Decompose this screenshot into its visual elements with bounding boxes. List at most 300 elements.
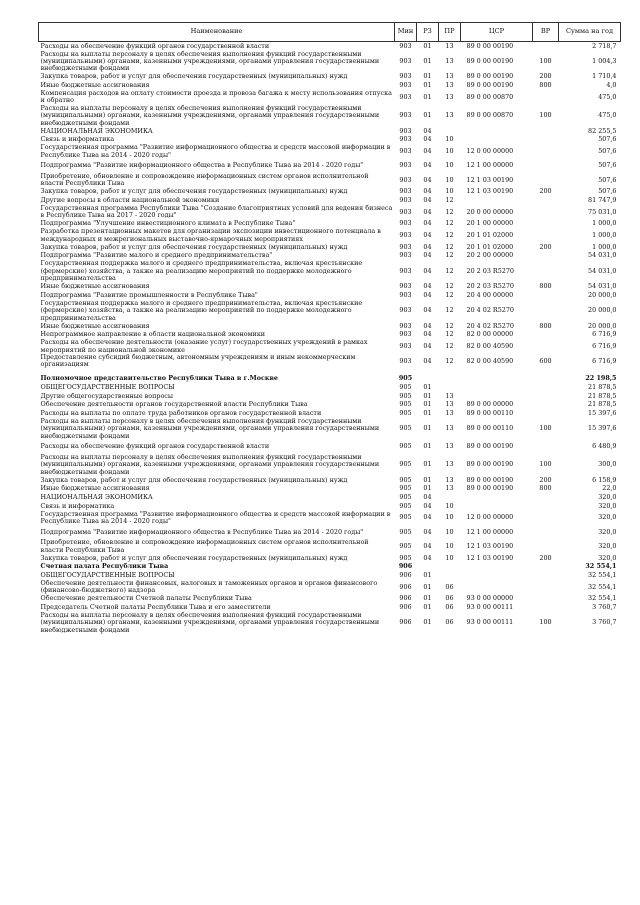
row-vr: 100 xyxy=(539,57,552,65)
row-name: Закупка товаров, работ и услуг для обеспечения государственных (муниципальных) нужд xyxy=(40,72,348,81)
row-vr xyxy=(533,595,559,604)
row-name: Иные бюджетные ассигнования xyxy=(40,321,150,330)
row-sum: 507,6 xyxy=(598,175,617,184)
row-sum: 320,0 xyxy=(598,527,617,536)
row-min: 903 xyxy=(399,175,412,184)
table-row xyxy=(39,354,621,369)
row-vr xyxy=(533,603,559,612)
row-min: 903 xyxy=(399,242,412,251)
row-name: Государственная программа "Развитие информационного общества и средств массовой информации в Республике Тыва на 2014 - 2020 годы" xyxy=(40,509,391,526)
row-rz: 01 xyxy=(423,81,432,89)
row-sum: 475,0 xyxy=(598,111,617,120)
row-csr xyxy=(461,136,533,145)
table-row xyxy=(39,511,621,526)
row-sum: 2 718,7 xyxy=(592,41,617,50)
row-pr: 13 xyxy=(445,391,454,400)
row-sum: 320,0 xyxy=(598,493,617,502)
row-name: Непрограммное направление в области национальной экономики xyxy=(40,330,266,339)
row-csr: 12 1 03 00190 xyxy=(466,187,514,196)
row-csr: 82 0 00 40590 xyxy=(466,356,514,365)
row-vr: 200 xyxy=(539,72,552,81)
table-row xyxy=(39,205,621,220)
table-row xyxy=(39,369,621,384)
row-vr: 600 xyxy=(539,356,552,365)
header-pr: ПР xyxy=(439,23,461,42)
table-row xyxy=(39,144,621,159)
row-vr: 800 xyxy=(539,321,552,330)
row-vr: 200 xyxy=(539,553,552,562)
row-rz: 01 xyxy=(423,391,432,400)
row-min: 903 xyxy=(399,41,412,50)
row-sum: 507,6 xyxy=(598,135,617,144)
table-row xyxy=(39,260,621,282)
row-csr: 12 0 00 00000 xyxy=(466,146,514,155)
row-rz: 01 xyxy=(423,484,432,493)
row-sum: 20 000,0 xyxy=(588,290,617,299)
row-pr: 13 xyxy=(445,442,454,451)
row-sum: 1 004,3 xyxy=(592,57,617,65)
row-min: 906 xyxy=(399,594,412,603)
row-min: 905 xyxy=(398,374,413,383)
row-rz: 04 xyxy=(423,242,432,251)
row-vr xyxy=(533,291,559,300)
row-min: 903 xyxy=(399,207,412,216)
row-vr xyxy=(533,369,559,384)
row-name: НАЦИОНАЛЬНАЯ ЭКОНОМИКА xyxy=(40,493,153,502)
row-csr xyxy=(461,369,533,384)
row-sum: 1 000,0 xyxy=(592,242,617,251)
row-csr: 89 0 00 00110 xyxy=(466,408,514,417)
row-sum: 22,0 xyxy=(602,484,617,493)
row-name: Государственная поддержка малого и среднего предпринимательства, включая крестьянские (фермерские) хозяйства, а также на реализацию мероприятий по поддержке молодежного предпринимательства xyxy=(40,259,363,283)
row-name: Расходы на обеспечение функций органов государственной власти xyxy=(40,41,270,50)
row-sum: 3 760,7 xyxy=(592,603,617,612)
row-vr xyxy=(533,159,559,173)
row-sum: 82 255,5 xyxy=(588,126,617,135)
row-sum: 81 747,9 xyxy=(588,196,617,205)
table-row xyxy=(39,51,621,73)
row-name: ОБЩЕГОСУДАРСТВЕННЫЕ ВОПРОСЫ xyxy=(40,383,175,392)
row-min: 906 xyxy=(399,603,412,612)
header-rz: РЗ xyxy=(417,23,439,42)
row-csr: 89 0 00 00190 xyxy=(466,475,514,484)
row-csr: 12 1 03 00190 xyxy=(466,553,514,562)
row-sum: 6 716,9 xyxy=(592,330,617,339)
row-name: Закупка товаров, работ и услуг для обеспечения государственных (муниципальных) нужд xyxy=(40,187,348,196)
row-pr: 10 xyxy=(445,146,454,155)
row-pr: 12 xyxy=(445,231,454,240)
row-sum: 1 710,4 xyxy=(592,72,617,81)
row-min: 905 xyxy=(399,460,412,469)
row-sum: 475,0 xyxy=(598,92,617,101)
row-pr: 06 xyxy=(445,594,454,603)
row-pr: 13 xyxy=(445,408,454,417)
row-rz: 04 xyxy=(423,290,432,299)
row-pr: 13 xyxy=(445,72,454,81)
row-vr xyxy=(533,252,559,261)
row-min: 903 xyxy=(399,341,412,350)
row-csr xyxy=(461,196,533,205)
row-csr xyxy=(461,127,533,136)
row-csr: 89 0 00 00190 xyxy=(466,72,514,81)
row-csr: 12 1 00 00000 xyxy=(466,161,514,170)
row-rz: 04 xyxy=(423,126,432,135)
row-pr: 12 xyxy=(445,251,454,260)
row-name: Расходы на выплаты персоналу в целях обеспечения выполнения функций государственными (муниципальными) органами, казенными учреждениями, органами управления государственными внебюджетными фондами xyxy=(40,103,380,127)
table-row xyxy=(39,580,621,595)
row-rz: 04 xyxy=(423,282,432,291)
row-rz: 04 xyxy=(423,231,432,240)
header-csr: ЦСР xyxy=(461,23,533,42)
row-rz: 04 xyxy=(423,513,432,522)
row-vr: 200 xyxy=(539,242,552,251)
row-vr xyxy=(533,392,559,401)
row-vr xyxy=(533,90,559,105)
row-name: Компенсация расходов на оплату стоимости проезда и провоза багажа к месту использования отпуска и обратно xyxy=(40,89,392,105)
row-vr xyxy=(533,525,559,539)
row-csr: 20 1 00 00000 xyxy=(466,219,514,228)
row-pr: 12 xyxy=(445,196,454,205)
row-pr: 13 xyxy=(445,460,454,469)
row-rz: 04 xyxy=(423,187,432,196)
row-sum: 15 397,6 xyxy=(588,408,617,417)
row-csr: 20 2 00 00000 xyxy=(466,251,514,260)
row-csr: 12 0 00 00000 xyxy=(466,513,514,522)
row-rz: 01 xyxy=(423,475,432,484)
row-name: Государственная программа "Развитие информационного общества и средств массовой информации в Республике Тыва на 2014 - 2020 годы" xyxy=(40,143,391,159)
row-rz: 01 xyxy=(423,603,432,612)
table-row xyxy=(39,283,621,292)
row-sum: 1 000,0 xyxy=(592,231,617,240)
row-csr: 89 0 00 00870 xyxy=(466,111,514,120)
row-pr: 13 xyxy=(445,41,454,50)
row-min: 903 xyxy=(399,251,412,260)
row-rz: 01 xyxy=(423,582,432,591)
row-pr: 10 xyxy=(445,187,454,196)
row-vr xyxy=(533,127,559,136)
row-rz: 01 xyxy=(423,41,432,50)
row-vr xyxy=(533,409,559,418)
row-vr xyxy=(533,571,559,580)
row-pr xyxy=(439,571,461,580)
row-pr: 13 xyxy=(445,92,454,101)
budget-table xyxy=(38,22,621,634)
table-header xyxy=(39,23,621,42)
header-min: Мин xyxy=(395,23,417,42)
row-vr xyxy=(533,220,559,229)
row-sum: 21 878,5 xyxy=(588,383,617,392)
row-min: 903 xyxy=(399,92,412,101)
row-vr: 100 xyxy=(539,111,552,120)
table-row xyxy=(39,612,621,634)
row-rz: 04 xyxy=(423,306,432,315)
row-sum: 54 031,0 xyxy=(588,266,617,275)
row-rz: 04 xyxy=(423,135,432,144)
row-rz: 04 xyxy=(423,356,432,365)
row-min: 903 xyxy=(399,161,412,170)
row-pr: 06 xyxy=(445,582,454,591)
row-name: Подпрограмма "Улучшение инвестиционного климата в Республике Тыва" xyxy=(40,219,296,228)
row-vr: 100 xyxy=(539,424,552,433)
row-min: 903 xyxy=(399,231,412,240)
row-pr: 13 xyxy=(445,111,454,120)
row-min: 905 xyxy=(399,513,412,522)
row-vr xyxy=(533,493,559,502)
row-vr xyxy=(533,173,559,188)
row-rz: 01 xyxy=(423,72,432,81)
row-min: 905 xyxy=(399,408,412,417)
row-vr xyxy=(533,228,559,243)
row-min: 903 xyxy=(399,72,412,81)
row-csr: 20 2 03 R5270 xyxy=(466,266,514,275)
table-row xyxy=(39,90,621,105)
row-csr: 12 1 00 00000 xyxy=(466,527,514,536)
row-min: 905 xyxy=(399,484,412,493)
row-name: Расходы на выплаты персоналу в целях обеспечения выполнения функций государственными (муниципальными) органами, казенными учреждениями, органами управления государственными внебюджетными фондами xyxy=(40,453,380,476)
row-sum: 320,0 xyxy=(598,513,617,522)
header-name: Наименование xyxy=(39,23,395,42)
row-pr: 10 xyxy=(445,175,454,184)
row-csr: 89 0 00 00190 xyxy=(466,57,514,65)
row-name: Подпрограмма "Развитие информационного общества в Республике Тыва на 2014 - 2020 годы" xyxy=(40,161,364,170)
row-min: 903 xyxy=(399,266,412,275)
row-pr: 13 xyxy=(445,81,454,89)
row-vr: 100 xyxy=(539,460,552,469)
row-csr: 82 0 00 40590 xyxy=(466,341,514,350)
row-pr: 13 xyxy=(445,424,454,433)
table-body xyxy=(39,42,621,635)
row-sum: 320,0 xyxy=(598,501,617,510)
row-name: Иные бюджетные ассигнования xyxy=(40,484,150,493)
table-row xyxy=(39,539,621,554)
row-name: Обеспечение деятельности Счетной палаты Республики Тыва xyxy=(40,594,252,603)
table-row xyxy=(39,159,621,173)
row-name: Обеспечение деятельности органов государственной власти Республики Тыва xyxy=(40,400,308,409)
row-rz: 04 xyxy=(423,266,432,275)
row-sum: 21 878,5 xyxy=(588,391,617,400)
row-min: 906 xyxy=(399,618,412,627)
row-min: 903 xyxy=(399,290,412,299)
row-csr: 93 0 00 00000 xyxy=(466,594,514,603)
row-name: Закупка товаров, работ и услуг для обеспечения государственных (муниципальных) нужд xyxy=(40,242,348,251)
row-pr: 06 xyxy=(445,603,454,612)
row-pr: 12 xyxy=(445,207,454,216)
row-csr xyxy=(461,563,533,572)
row-rz: 01 xyxy=(423,111,432,120)
row-min: 905 xyxy=(399,527,412,536)
row-min: 905 xyxy=(399,542,412,551)
row-min: 903 xyxy=(399,146,412,155)
table-row xyxy=(39,173,621,188)
row-csr xyxy=(461,580,533,595)
row-rz: 01 xyxy=(423,92,432,101)
row-vr xyxy=(533,300,559,322)
row-min: 905 xyxy=(399,400,412,409)
row-name: Государственная поддержка малого и среднего предпринимательства, включая крестьянские (фермерские) хозяйства, а также на реализацию мероприятий по поддержке молодежного предпринимательства xyxy=(40,298,363,322)
row-rz: 01 xyxy=(423,400,432,409)
table-row xyxy=(39,525,621,539)
row-pr: 12 xyxy=(445,330,454,339)
row-min: 905 xyxy=(399,501,412,510)
row-vr xyxy=(533,580,559,595)
row-rz: 01 xyxy=(423,383,432,392)
table-row xyxy=(39,127,621,136)
row-csr: 20 1 01 02000 xyxy=(466,231,514,240)
row-min: 906 xyxy=(398,562,413,571)
row-min: 903 xyxy=(399,306,412,315)
row-name: Иные бюджетные ассигнования xyxy=(40,81,150,89)
row-pr: 10 xyxy=(445,501,454,510)
row-csr: 93 0 00 00111 xyxy=(466,603,514,612)
row-name: Расходы на выплаты персоналу в целях обеспечения выполнения функций государственными (муниципальными) органами, казенными учреждениями, органами управления государственными внебюджетными фондами xyxy=(40,611,380,634)
row-rz: 01 xyxy=(423,424,432,433)
row-rz: 04 xyxy=(423,321,432,330)
row-vr xyxy=(533,339,559,354)
row-pr: 12 xyxy=(445,242,454,251)
row-csr xyxy=(461,493,533,502)
row-min: 903 xyxy=(399,57,412,65)
row-name: Председатель Счетной палаты Республики Тыва и его заместители xyxy=(40,603,271,612)
row-rz: 04 xyxy=(423,527,432,536)
row-name: Подпрограмма "Развитие промышленности в Республике Тыва" xyxy=(40,290,258,299)
row-rz: 04 xyxy=(423,196,432,205)
row-name: Расходы на обеспечение функций органов государственной власти xyxy=(40,442,270,451)
row-sum: 20 000,0 xyxy=(588,306,617,315)
row-name: Другие общегосударственные вопросы xyxy=(40,391,173,400)
row-csr: 89 0 00 00190 xyxy=(466,460,514,469)
row-rz: 01 xyxy=(423,57,432,65)
row-pr: 10 xyxy=(445,553,454,562)
row-csr: 20 4 02 R5270 xyxy=(466,306,514,315)
row-vr: 800 xyxy=(539,282,552,291)
row-rz: 01 xyxy=(423,460,432,469)
row-vr xyxy=(533,136,559,145)
row-vr xyxy=(533,205,559,220)
row-csr: 93 0 00 00111 xyxy=(466,618,514,627)
row-rz: 04 xyxy=(423,542,432,551)
row-csr: 82 0 00 00000 xyxy=(466,330,514,339)
row-rz: 01 xyxy=(423,594,432,603)
row-vr xyxy=(533,144,559,159)
row-pr: 13 xyxy=(445,475,454,484)
row-rz: 04 xyxy=(423,330,432,339)
row-name: ОБЩЕГОСУДАРСТВЕННЫЕ ВОПРОСЫ xyxy=(40,571,175,580)
row-pr: 12 xyxy=(445,306,454,315)
row-name: Разработка презентационных макетов для организации экспозиции инвестиционного потенциала в международных и межрегиональных выставочно-ярмарочных мероприятиях xyxy=(40,227,381,243)
header-vr: ВР xyxy=(533,23,559,42)
row-csr: 89 0 00 00000 xyxy=(466,400,514,409)
row-csr: 89 0 00 00190 xyxy=(466,484,514,493)
row-rz: 04 xyxy=(423,146,432,155)
row-pr: 12 xyxy=(445,282,454,291)
row-rz: 01 xyxy=(423,408,432,417)
header-sum: Сумма на год xyxy=(559,23,621,42)
row-vr xyxy=(533,260,559,282)
row-pr: 13 xyxy=(445,484,454,493)
row-rz: 04 xyxy=(423,219,432,228)
row-min: 905 xyxy=(399,475,412,484)
row-min: 905 xyxy=(399,424,412,433)
row-min: 905 xyxy=(399,493,412,502)
row-pr: 10 xyxy=(445,527,454,536)
row-sum: 507,6 xyxy=(598,146,617,155)
row-pr: 12 xyxy=(445,266,454,275)
table-row xyxy=(39,105,621,127)
row-vr: 100 xyxy=(539,618,552,627)
row-csr: 20 4 02 R5270 xyxy=(466,321,514,330)
row-pr: 13 xyxy=(445,400,454,409)
row-min: 903 xyxy=(399,330,412,339)
row-pr: 12 xyxy=(445,321,454,330)
row-csr xyxy=(461,571,533,580)
row-name: Полномочное представительство Республики Тыва в г.Москве xyxy=(40,374,278,383)
row-csr: 89 0 00 00190 xyxy=(466,81,514,89)
row-min: 903 xyxy=(399,282,412,291)
row-name: Закупка товаров, работ и услуг для обеспечения государственных (муниципальных) нужд xyxy=(40,553,348,562)
row-rz: 04 xyxy=(423,175,432,184)
row-sum: 4,0 xyxy=(606,81,617,89)
row-min: 905 xyxy=(399,442,412,451)
row-rz: 01 xyxy=(423,571,432,580)
row-vr xyxy=(533,42,559,51)
row-csr xyxy=(461,383,533,392)
row-rz: 04 xyxy=(423,341,432,350)
row-pr xyxy=(439,369,461,384)
row-min: 903 xyxy=(399,196,412,205)
row-vr xyxy=(533,563,559,572)
row-csr: 89 0 00 00190 xyxy=(466,41,514,50)
row-sum: 32 554,1 xyxy=(585,562,617,571)
row-sum: 22 198,5 xyxy=(585,374,617,383)
row-rz: 04 xyxy=(423,493,432,502)
table-row xyxy=(39,493,621,502)
row-sum: 3 760,7 xyxy=(592,618,617,627)
row-sum: 32 554,1 xyxy=(588,582,617,591)
row-sum: 6 158,9 xyxy=(592,475,617,484)
table-row xyxy=(39,383,621,392)
row-sum: 21 878,5 xyxy=(588,400,617,409)
row-name: Счетная палата Республики Тыва xyxy=(40,562,169,571)
row-name: Иные бюджетные ассигнования xyxy=(40,282,150,291)
row-min: 903 xyxy=(399,321,412,330)
row-rz: 04 xyxy=(423,251,432,260)
table-row xyxy=(39,300,621,322)
row-pr: 12 xyxy=(445,219,454,228)
row-name: Связь и информатика xyxy=(40,135,115,144)
row-pr xyxy=(439,493,461,502)
row-name: Подпрограмма "Развитие информационного общества в Республике Тыва на 2014 - 2020 годы" xyxy=(40,527,364,536)
row-pr: 10 xyxy=(445,513,454,522)
row-min: 905 xyxy=(399,391,412,400)
row-min: 903 xyxy=(399,187,412,196)
row-sum: 6 716,9 xyxy=(592,341,617,350)
row-vr xyxy=(533,440,559,454)
table-row xyxy=(39,339,621,354)
row-name: Предоставление субсидий бюджетным, автономным учреждениям и иным некоммерческим организациям xyxy=(40,353,356,369)
row-csr: 89 0 00 00110 xyxy=(466,424,514,433)
row-sum: 320,0 xyxy=(598,542,617,551)
table-row xyxy=(39,440,621,454)
row-vr xyxy=(533,511,559,526)
row-csr: 12 1 03 00190 xyxy=(466,542,514,551)
row-min: 903 xyxy=(399,135,412,144)
row-csr xyxy=(461,502,533,511)
row-sum: 1 000,0 xyxy=(592,219,617,228)
row-sum: 320,0 xyxy=(598,553,617,562)
row-sum: 54 031,0 xyxy=(588,251,617,260)
row-sum: 300,0 xyxy=(598,460,617,469)
row-pr: 06 xyxy=(445,618,454,627)
